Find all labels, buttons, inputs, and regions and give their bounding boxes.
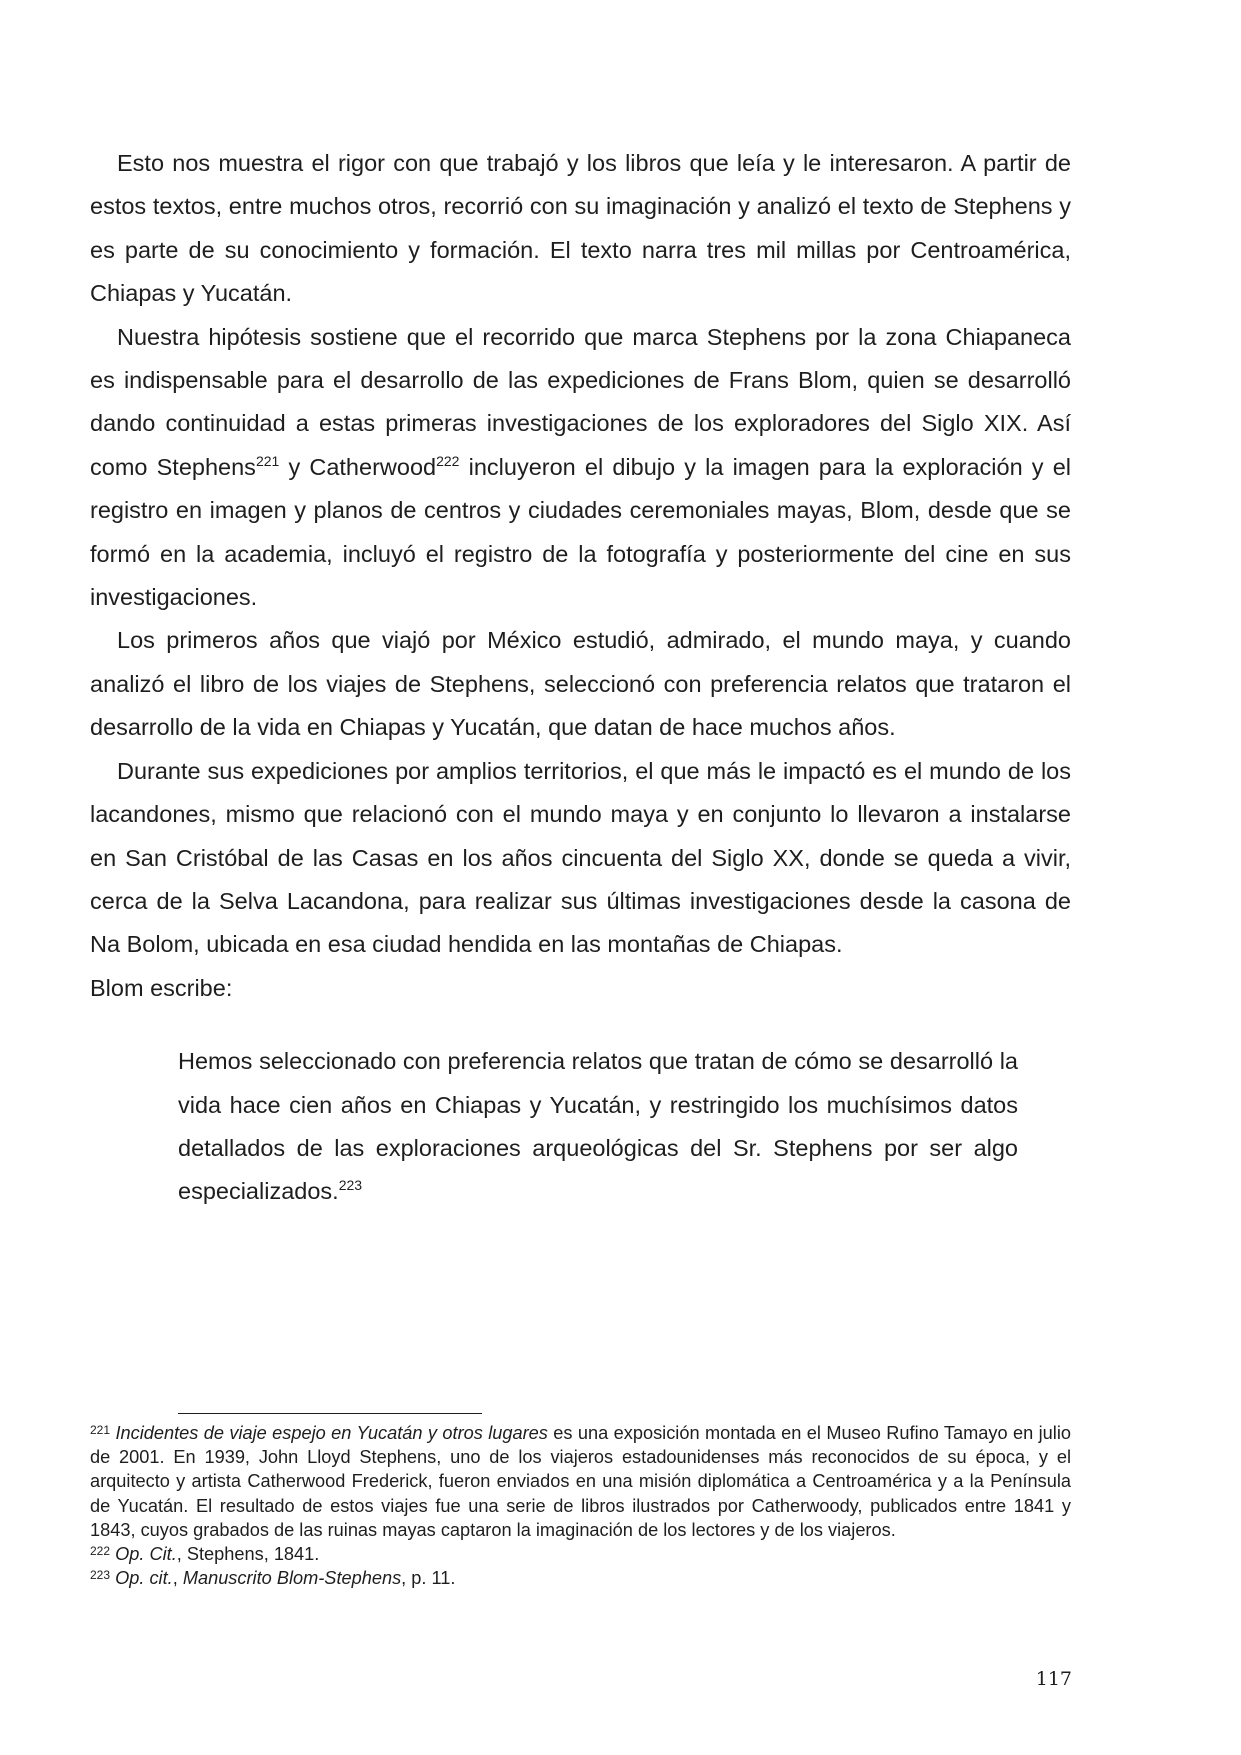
footnote-title: Incidentes de viaje espejo en Yucatán y otros lugares [115, 1423, 548, 1443]
body-text [90, 142, 1071, 1214]
paragraph-2-part-b: y Catherwood [279, 453, 437, 480]
footnote-ref-222[interactable]: 222 [436, 452, 460, 469]
footnote-222 [90, 1542, 1071, 1566]
block-quote [178, 1040, 1018, 1214]
block-quote-text: Hemos seleccionado con preferencia relatos que tratan de cómo se desarrolló la vida hace cien años en Chiapas y Yucatán, y restringido los muchísimos datos detallados de las exploraciones arqueológicas del Sr. Stephens por ser algo especializados. [178, 1048, 1018, 1205]
footnote-citation: Op. Cit. [115, 1544, 177, 1565]
footnote-ref-223[interactable]: 223 [338, 1177, 363, 1194]
footnotes [90, 1421, 1071, 1590]
footnote-text-end: , p. 11. [401, 1568, 456, 1589]
page-number: 117 [1035, 1668, 1072, 1690]
footnote-221 [90, 1421, 1071, 1542]
footnote-title: Manuscrito Blom-Stephens [182, 1568, 402, 1589]
footnote-citation: Op. cit. [115, 1568, 173, 1589]
footnote-separator [178, 1413, 482, 1414]
paragraph-3: Los primeros años que viajó por México estudió, admirado, el mundo maya, y cuando analizó el libro de los viajes de Stephens, seleccionó con preferencia relatos que trataron el desarrollo de la vida en Chiapas y Yucatán, que datan de hace muchos años. [90, 627, 1071, 741]
footnote-text: es una exposición montada en el Museo Rufino Tamayo en julio de 2001. En 1939, John Lloyd Stephens, uno de los viajeros estadounidenses más reconocidos de su época, y el arquitecto y artista Catherwood Frederick, fueron enviados en una misión diplomática a Centroamérica y a la Península de Yucatán. El resultado de estos viajes fue una serie de libros ilustrados por Catherwoody, publicados entre 1841 y 1843, cuyos grabados de las ruinas mayas captaron la imaginación de los lectores y de los viajeros. [90, 1423, 1071, 1540]
footnote-text: , Stephens, 1841. [176, 1544, 320, 1565]
footnote-number: 221 [90, 1423, 111, 1437]
paragraph-2 [90, 316, 1071, 620]
paragraph-5: Blom escribe: [90, 974, 233, 1001]
paragraph-1: Esto nos muestra el rigor con que trabajó y los libros que leía y le interesaron. A partir de estos textos, entre muchos otros, recorrió con su imaginación y analizó el texto de Stephens y es parte de su conocimiento y formación. El texto narra tres mil millas por Centroamérica, Chiapas y Yucatán. [90, 150, 1071, 307]
paragraph-2-part-a: Nuestra hipótesis sostiene que el recorrido que marca Stephens por la zona Chiapaneca es indispensable para el desarrollo de las expediciones de Frans Blom, quien se desarrolló dando continuidad a estas primeras investigaciones de los exploradores del Siglo XIX. Así como Stephens [90, 323, 1071, 480]
footnote-text: , [172, 1568, 183, 1589]
footnote-number: 223 [90, 1568, 111, 1583]
footnote-number: 222 [90, 1544, 111, 1559]
footnote-223 [90, 1566, 1071, 1590]
paragraph-2-part-c: incluyeron el dibujo y la imagen para la exploración y el registro en imagen y planos de centros y ciudades ceremoniales mayas, Blom, desde que se formó en la academia, incluyó el registro de la fotografía y posteriormente del cine en sus investigaciones. [90, 453, 1072, 611]
paragraph-4: Durante sus expediciones por amplios territorios, el que más le impactó es el mundo de los lacandones, mismo que relacionó con el mundo maya y en conjunto lo llevaron a instalarse en San Cristóbal de las Casas en los años cincuenta del Siglo XX, donde se queda a vivir, cerca de la Selva Lacandona, para realizar sus últimas investigaciones desde la casona de Na Bolom, ubicada en esa ciudad hendida en las montañas de Chiapas. [90, 757, 1071, 958]
footnote-ref-221[interactable]: 221 [255, 452, 280, 469]
